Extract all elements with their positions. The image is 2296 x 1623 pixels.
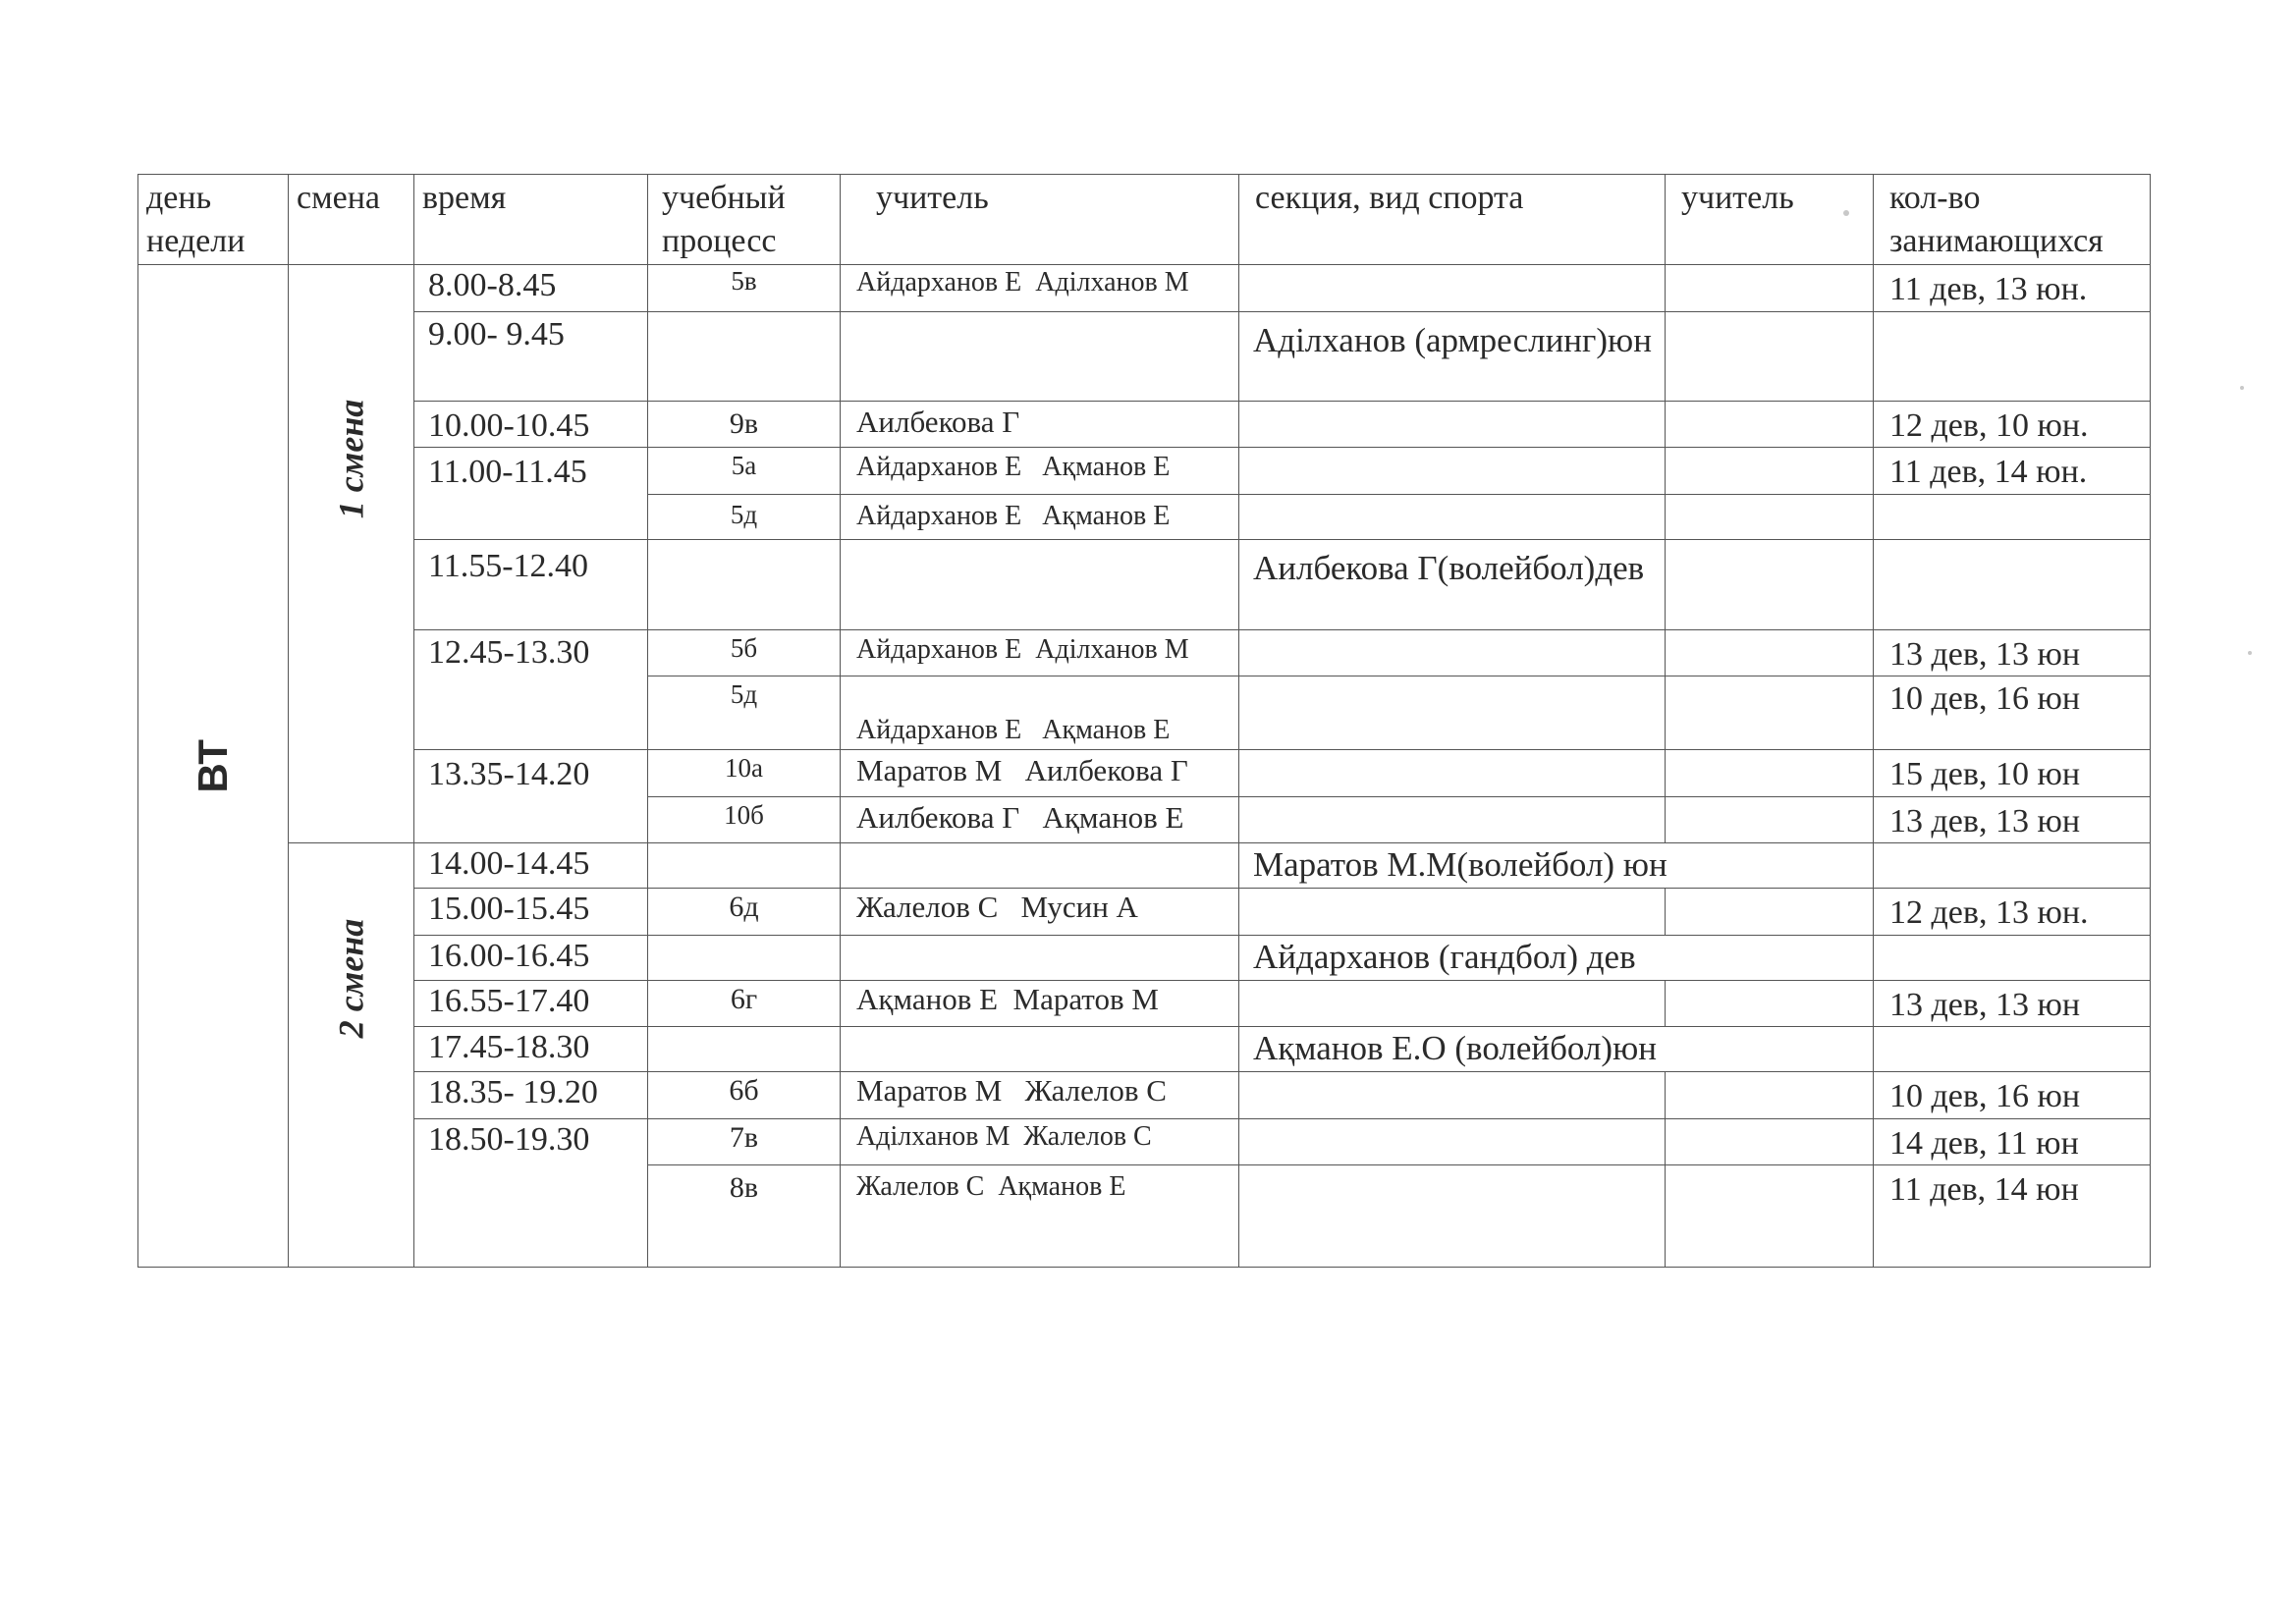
- shift-cell-2: [289, 843, 414, 1268]
- header-time: время: [414, 175, 648, 265]
- class-cell: [648, 311, 841, 401]
- section-teacher-cell: [1666, 980, 1874, 1027]
- table-row: [138, 935, 2151, 980]
- schedule-sheet: [137, 174, 2151, 1268]
- class-cell: [648, 843, 841, 889]
- teacher-cell: [841, 539, 1239, 629]
- section-cell: [1239, 629, 1666, 676]
- class-cell: 5б: [648, 629, 841, 676]
- table-row: [138, 750, 2151, 797]
- time-cell: 10.00-10.45: [414, 401, 648, 448]
- section-teacher-cell: [1666, 1072, 1874, 1119]
- teacher-cell: Айдарханов Е Ақманов Е: [841, 448, 1239, 495]
- count-cell: 15 дев, 10 юн: [1874, 750, 2151, 797]
- time-cell: 16.55-17.40: [414, 980, 648, 1027]
- section-teacher-cell: [1666, 629, 1874, 676]
- class-cell: 5д: [648, 676, 841, 750]
- count-cell: 12 дев, 10 юн.: [1874, 401, 2151, 448]
- table-row: [138, 265, 2151, 312]
- teacher-cell: Маратов М Аилбекова Г: [841, 750, 1239, 797]
- header-shift: смена: [289, 175, 414, 265]
- time-cell: 11.55-12.40: [414, 539, 648, 629]
- section-cell: Аилбекова Г(волейбол)дев: [1239, 539, 1666, 629]
- scan-speck: [2240, 386, 2244, 390]
- section-cell: [1239, 980, 1666, 1027]
- day-cell: [138, 265, 289, 1268]
- section-cell: [1239, 448, 1666, 495]
- count-cell: 10 дев, 16 юн: [1874, 676, 2151, 750]
- section-teacher-cell: [1666, 311, 1874, 401]
- count-cell: 12 дев, 13 юн.: [1874, 889, 2151, 936]
- time-cell: 14.00-14.45: [414, 843, 648, 889]
- time-cell: 13.35-14.20: [414, 750, 648, 843]
- count-cell: 11 дев, 13 юн.: [1874, 265, 2151, 312]
- time-cell: 15.00-15.45: [414, 889, 648, 936]
- count-cell: 13 дев, 13 юн: [1874, 980, 2151, 1027]
- scan-speck: [1843, 210, 1849, 216]
- section-teacher-cell: [1666, 750, 1874, 797]
- section-teacher-cell: [1666, 539, 1874, 629]
- count-cell: 14 дев, 11 юн: [1874, 1118, 2151, 1165]
- class-cell: 6г: [648, 980, 841, 1027]
- count-cell: 13 дев, 13 юн: [1874, 796, 2151, 843]
- teacher-cell: [841, 935, 1239, 980]
- section-cell: [1239, 796, 1666, 843]
- section-cell: [1239, 1118, 1666, 1165]
- teacher-cell: Айдарханов Е Ақманов Е: [841, 676, 1239, 750]
- table-row: [138, 311, 2151, 401]
- table-row: [138, 980, 2151, 1027]
- teacher-cell: Ақманов Е Маратов М: [841, 980, 1239, 1027]
- header-section-teacher: учитель: [1666, 175, 1874, 265]
- time-cell: 11.00-11.45: [414, 448, 648, 540]
- scan-speck: [2248, 651, 2252, 655]
- time-cell: 8.00-8.45: [414, 265, 648, 312]
- section-teacher-cell: [1666, 1118, 1874, 1165]
- header-count: кол-во занимающихся: [1874, 175, 2151, 265]
- class-cell: [648, 1027, 841, 1072]
- teacher-cell: Аилбекова Г: [841, 401, 1239, 448]
- section-cell: [1239, 750, 1666, 797]
- class-cell: 7в: [648, 1118, 841, 1165]
- time-cell: 16.00-16.45: [414, 935, 648, 980]
- class-cell: 8в: [648, 1165, 841, 1268]
- teacher-cell: Жалелов С Мусин А: [841, 889, 1239, 936]
- table-row: [138, 629, 2151, 676]
- class-cell: 5а: [648, 448, 841, 495]
- section-cell: [1239, 889, 1666, 936]
- shift-cell-1: [289, 265, 414, 843]
- section-cell: Маратов М.М(волейбол) юн: [1239, 843, 1874, 889]
- count-cell: 11 дев, 14 юн: [1874, 1165, 2151, 1268]
- count-cell: [1874, 311, 2151, 401]
- class-cell: 6б: [648, 1072, 841, 1119]
- time-cell: 9.00- 9.45: [414, 311, 648, 401]
- class-cell: 5д: [648, 494, 841, 539]
- class-cell: [648, 539, 841, 629]
- section-cell: Аділханов (армреслинг)юн: [1239, 311, 1666, 401]
- table-row: [138, 1072, 2151, 1119]
- table-row: [138, 539, 2151, 629]
- time-cell: 12.45-13.30: [414, 629, 648, 750]
- table-row: [138, 843, 2151, 889]
- table-row: [138, 401, 2151, 448]
- class-cell: 6д: [648, 889, 841, 936]
- time-cell: 17.45-18.30: [414, 1027, 648, 1072]
- schedule-table: [137, 174, 2151, 1268]
- section-cell: Ақманов Е.О (волейбол)юн: [1239, 1027, 1874, 1072]
- class-cell: 9в: [648, 401, 841, 448]
- shift-label-1: 1 смена: [330, 399, 370, 519]
- class-cell: 5в: [648, 265, 841, 312]
- section-teacher-cell: [1666, 889, 1874, 936]
- section-teacher-cell: [1666, 676, 1874, 750]
- class-cell: 10а: [648, 750, 841, 797]
- teacher-cell: Аділханов М Жалелов С: [841, 1118, 1239, 1165]
- section-cell: [1239, 676, 1666, 750]
- teacher-cell: Айдарханов Е Аділханов М: [841, 265, 1239, 312]
- teacher-cell: Айдарханов Е Аділханов М: [841, 629, 1239, 676]
- header-section: секция, вид спорта: [1239, 175, 1666, 265]
- section-cell: [1239, 1072, 1666, 1119]
- section-teacher-cell: [1666, 1165, 1874, 1268]
- class-cell: [648, 935, 841, 980]
- time-cell: 18.50-19.30: [414, 1118, 648, 1268]
- count-cell: 11 дев, 14 юн.: [1874, 448, 2151, 495]
- section-cell: [1239, 1165, 1666, 1268]
- table-row: [138, 448, 2151, 495]
- count-cell: 10 дев, 16 юн: [1874, 1072, 2151, 1119]
- count-cell: [1874, 494, 2151, 539]
- header-row: [138, 175, 2151, 265]
- section-teacher-cell: [1666, 448, 1874, 495]
- section-cell: [1239, 494, 1666, 539]
- teacher-cell: [841, 843, 1239, 889]
- header-teacher: учитель: [841, 175, 1239, 265]
- section-cell: [1239, 401, 1666, 448]
- teacher-cell: Айдарханов Е Ақманов Е: [841, 494, 1239, 539]
- section-teacher-cell: [1666, 494, 1874, 539]
- count-cell: [1874, 1027, 2151, 1072]
- section-teacher-cell: [1666, 401, 1874, 448]
- count-cell: [1874, 843, 2151, 889]
- teacher-cell: [841, 311, 1239, 401]
- count-cell: 13 дев, 13 юн: [1874, 629, 2151, 676]
- teacher-cell: Жалелов С Ақманов Е: [841, 1165, 1239, 1268]
- table-row: [138, 1118, 2151, 1165]
- section-teacher-cell: [1666, 796, 1874, 843]
- section-cell: [1239, 265, 1666, 312]
- day-label: ВТ: [189, 738, 236, 793]
- time-cell: 18.35- 19.20: [414, 1072, 648, 1119]
- table-row: [138, 889, 2151, 936]
- shift-label-2: 2 смена: [330, 918, 370, 1039]
- table-row: [138, 1027, 2151, 1072]
- class-cell: 10б: [648, 796, 841, 843]
- teacher-cell: Маратов М Жалелов С: [841, 1072, 1239, 1119]
- section-teacher-cell: [1666, 265, 1874, 312]
- teacher-cell: Аилбекова Г Ақманов Е: [841, 796, 1239, 843]
- count-cell: [1874, 539, 2151, 629]
- header-class: учебный процесс: [648, 175, 841, 265]
- teacher-cell: [841, 1027, 1239, 1072]
- count-cell: [1874, 935, 2151, 980]
- header-day: день недели: [138, 175, 289, 265]
- section-cell: Айдарханов (гандбол) дев: [1239, 935, 1874, 980]
